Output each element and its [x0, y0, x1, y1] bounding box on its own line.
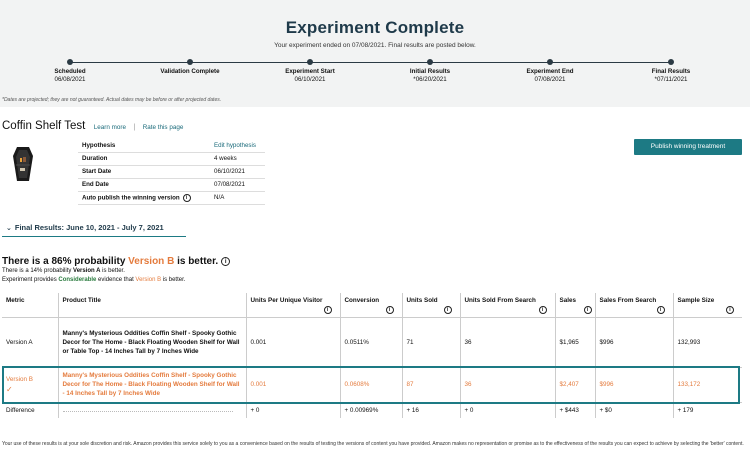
timeline-dot-initial [427, 59, 433, 65]
info-icon[interactable]: i [221, 257, 230, 266]
units-search-a: 36 [460, 317, 555, 367]
upv-diff: + 0 [246, 402, 340, 418]
sales-search-b: $996 [595, 367, 673, 402]
results-table [2, 293, 742, 418]
timeline-disclaimer: *Dates are projected; they are not guaranteed. Actual dates may be before or after projected dates. [2, 97, 222, 103]
timeline-step-final: Final Results *07/11/2021 [651, 68, 691, 83]
experiment-details [78, 139, 265, 205]
units-sold-diff: + 16 [402, 402, 460, 418]
title-placeholder [63, 408, 233, 412]
sample-diff: + 179 [673, 402, 742, 418]
units-sold-b: 87 [402, 367, 460, 402]
col-metric: Metric [2, 293, 58, 317]
end-date-value: 07/08/2021 [210, 178, 265, 191]
metric-version-a: Version A [2, 317, 58, 367]
timeline-dot-scheduled [67, 59, 73, 65]
timeline-step-validation: Validation Complete [160, 68, 220, 75]
col-units-per-visitor: Units Per Unique Visitor i [246, 293, 340, 317]
detail-row-start [78, 165, 265, 178]
info-icon[interactable]: i [539, 306, 547, 314]
detail-row-end [78, 178, 265, 191]
timeline-dot-validation [187, 59, 193, 65]
probability-line-a: There is a 14% probability Version A is better. [2, 268, 125, 274]
results-header-row [2, 293, 742, 317]
table-row-difference [2, 402, 742, 418]
learn-more-link[interactable]: Learn more [93, 124, 126, 131]
col-product-title: Product Title [58, 293, 246, 317]
info-icon[interactable]: i [726, 306, 734, 314]
auto-publish-value: N/A [210, 191, 265, 204]
col-sales-search: Sales From Search i [595, 293, 673, 317]
timeline-dot-final [668, 59, 674, 65]
info-icon[interactable]: i [657, 306, 665, 314]
timeline-step-start: Experiment Start 06/10/2021 [285, 68, 335, 83]
page-title: Experiment Complete [285, 18, 465, 37]
sales-search-a: $996 [595, 317, 673, 367]
table-row-version-a [2, 317, 742, 367]
col-sample-size: Sample Size i [673, 293, 742, 317]
sales-diff: + $443 [555, 402, 595, 418]
upv-b: 0.001 [246, 367, 340, 402]
product-title-a: Manny's Mysterious Oddities Coffin Shelf - Spooky Gothic Decor for The Home - Black Floating Wooden Shelf for Wall or Table Top - 14 Inches Tall by 7 Inches Wide [58, 317, 246, 367]
col-units-sold-search: Units Sold From Search i [460, 293, 555, 317]
info-icon[interactable]: i [584, 306, 592, 314]
experiment-header [0, 0, 750, 107]
table-row-version-b [2, 367, 742, 402]
final-results-toggle[interactable] [2, 223, 186, 237]
metric-difference: Difference [2, 402, 58, 418]
evidence-line: Experiment provides Considerable evidence that Version B is better. [2, 277, 186, 283]
rate-page-link[interactable]: Rate this page [142, 124, 184, 131]
sales-search-diff: + $0 [595, 402, 673, 418]
publish-winning-treatment-button[interactable]: Publish winning treatment [634, 139, 742, 155]
info-icon[interactable]: i [183, 194, 191, 202]
detail-row-duration [78, 152, 265, 165]
col-units-sold: Units Sold i [402, 293, 460, 317]
detail-row-auto-publish [78, 191, 265, 204]
units-sold-a: 71 [402, 317, 460, 367]
end-date-label: End Date [78, 178, 210, 191]
conversion-diff: + 0.00969% [340, 402, 402, 418]
evidence-strength: Considerable [58, 277, 97, 283]
conversion-a: 0.0511% [340, 317, 402, 367]
timeline-track [70, 62, 671, 63]
conversion-b: 0.0608% [340, 367, 402, 402]
info-icon[interactable]: i [444, 306, 452, 314]
timeline-step-initial: Initial Results *06/20/2021 [409, 68, 451, 83]
legal-disclaimer: Your use of these results is at your sole discretion and risk. Amazon provides this service solely to you as a convenience based on the results of testing the versions of content you have provided. Amazon makes no representation or promise as to the effectiveness of the results you can expect to achieve by selecting the 'better' content. [2, 441, 744, 447]
col-sales: Sales i [555, 293, 595, 317]
probability-headline: There is a 86% probability Version B is better. i [2, 256, 230, 267]
timeline-step-end: Experiment End 07/08/2021 [526, 68, 574, 83]
start-date-value: 06/10/2021 [210, 165, 265, 178]
experiment-title-row [2, 116, 183, 134]
chevron-down-icon: ⌄ [6, 225, 12, 232]
timeline-step-scheduled: Scheduled 06/08/2021 [54, 68, 86, 83]
timeline-dot-start [307, 59, 313, 65]
duration-value: 4 weeks [210, 152, 265, 165]
sample-b: 133,172 [673, 367, 742, 402]
auto-publish-label: Auto publish the winning version [82, 194, 180, 202]
duration-label: Duration [78, 152, 210, 165]
final-results-label: Final Results: June 10, 2021 - July 7, 2021 [14, 223, 164, 232]
units-search-b: 36 [460, 367, 555, 402]
units-search-diff: + 0 [460, 402, 555, 418]
sample-a: 132,993 [673, 317, 742, 367]
col-conversion: Conversion i [340, 293, 402, 317]
metric-version-b: Version B [6, 375, 33, 383]
page-subtitle: Your experiment ended on 07/08/2021. Final results are posted below. [274, 42, 476, 49]
info-icon[interactable]: i [386, 306, 394, 314]
start-date-label: Start Date [78, 165, 210, 178]
link-separator: | [133, 124, 136, 131]
timeline-dot-end [547, 59, 553, 65]
sales-a: $1,965 [555, 317, 595, 367]
product-title-b: Manny's Mysterious Oddities Coffin Shelf - Spooky Gothic Decor for The Home - Black Floating Wooden Shelf for Wall - 14 Inches Tall by 7 Inches Wide [58, 367, 246, 402]
check-icon: ✓ [6, 384, 13, 394]
edit-hypothesis-link[interactable]: Edit hypothesis [210, 139, 265, 152]
info-icon[interactable]: i [324, 306, 332, 314]
hypothesis-label: Hypothesis [78, 139, 210, 152]
coffin-shelf-thumbnail [11, 146, 35, 182]
winning-version-highlight: Version B [128, 256, 175, 267]
detail-row-hypothesis [78, 139, 265, 152]
experiment-name: Coffin Shelf Test [2, 120, 86, 132]
sales-b: $2,407 [555, 367, 595, 402]
upv-a: 0.001 [246, 317, 340, 367]
